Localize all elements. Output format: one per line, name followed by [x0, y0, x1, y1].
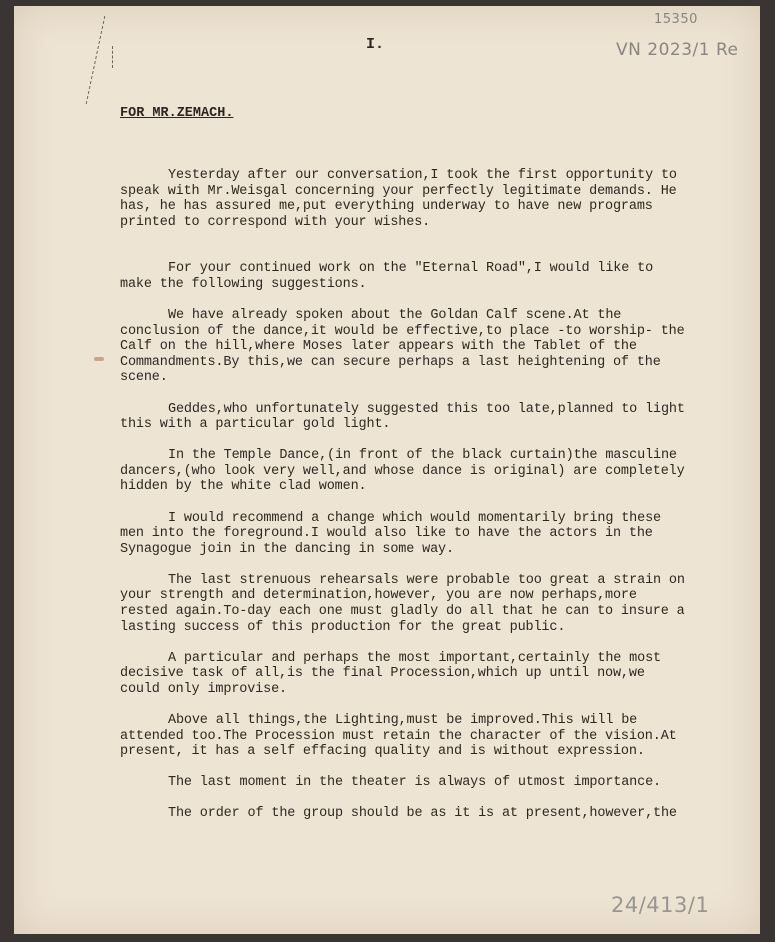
paragraph: I would recommend a change which would momentarily bring these men into the foreground.I would also like to have the actors in the Synagogue join in the dancing in some way. — [120, 510, 661, 557]
archive-signature: 24/413/1 — [611, 893, 710, 917]
paragraph: In the Temple Dance,(in front of the black curtain)the masculine dancers,(who look very well,and whose dance is original) are completely hidden by the white clad women. — [120, 448, 685, 495]
paragraph: A particular and perhaps the most important,certainly the most decisive task of all,is the final Procession,which up until now,we could only improvise. — [120, 650, 661, 697]
archive-number: 15350 — [654, 12, 698, 27]
pencil-mark — [112, 46, 113, 68]
letter-title: FOR MR.ZEMACH. — [120, 106, 234, 121]
margin-mark — [94, 357, 104, 361]
paragraph: We have already spoken about the Goldan Calf scene.At the conclusion of the dance,it would be effective,to place -to worship- the Calf on the hill,where Moses later appears with the Tablet of the Commandments.By this,we can secure perhaps a last heightening of the scene. — [120, 308, 685, 386]
page-number: I. — [366, 36, 385, 53]
paragraph: Above all things,the Lighting,must be improved.This will be attended too.The Procession must retain the character of the vision.At present, it has a self effacing quality and is without expression. — [120, 712, 677, 760]
paragraph: Yesterday after our conversation,I took the first opportunity to speak with Mr.Weisgal concerning your perfectly legitimate demands. He has, he has assured me,put everything underway to have new programs printed to correspond with your wishes. — [120, 168, 677, 230]
paragraph: The last strenuous rehearsals were probable too great a strain on your strength and determination,however, you are now perhaps,more rested again.To-day each one must gladly do all that he can to insure a lasting success of this production for the great public. — [120, 572, 685, 635]
paragraph: The last moment in the theater is always of utmost importance. — [168, 775, 661, 791]
paragraph: Geddes,who unfortunately suggested this too late,planned to light this with a particular gold light. — [120, 401, 685, 433]
paragraph: For your continued work on the "Eternal Road",I would like to make the following suggestions. — [120, 261, 654, 292]
archive-reference: VN 2023/1 Re — [616, 40, 739, 60]
paragraph: The order of the group should be as it is at present,however,the — [168, 806, 677, 822]
letter-body — [120, 168, 690, 837]
